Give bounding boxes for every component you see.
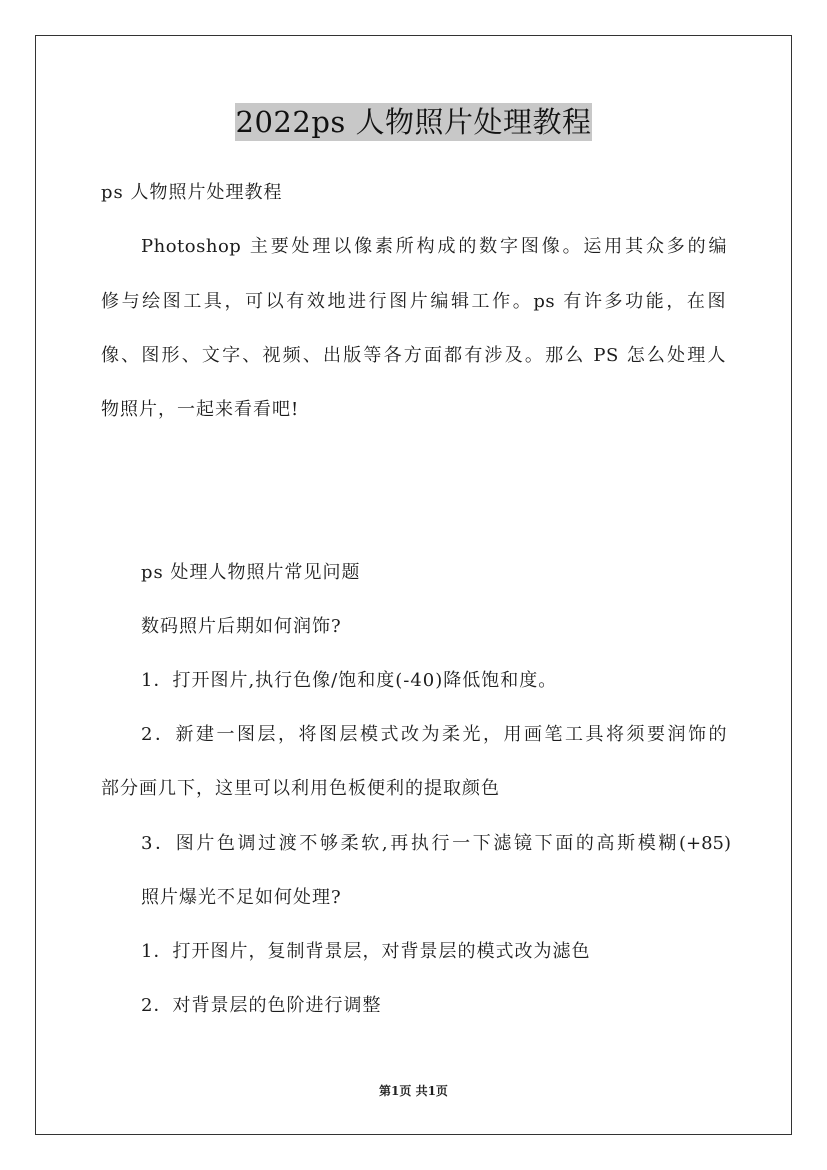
page-footer: 第1页 共1页	[379, 1084, 448, 1098]
question-2: 照片爆光不足如何处理?	[141, 887, 342, 908]
q1-step-2: 2．新建一图层，将图层模式改为柔光，用画笔工具将须要润饰的	[141, 724, 727, 745]
q1-step-1: 1．打开图片,执行色像/饱和度(-40)降低饱和度。	[141, 670, 558, 691]
question-1: 数码照片后期如何润饰?	[141, 616, 342, 637]
intro-line-1: Photoshop 主要处理以像素所构成的数字图像。运用其众多的编	[141, 236, 727, 257]
q2-step-1: 1．打开图片，复制背景层，对背景层的模式改为滤色	[141, 941, 591, 962]
intro-line-3: 像、图形、文字、视频、出版等各方面都有涉及。那么 PS 怎么处理人	[101, 345, 726, 366]
title-container	[0, 103, 827, 141]
q1-step-2-cont: 部分画几下，这里可以利用色板便利的提取颜色	[101, 778, 500, 799]
q2-step-2: 2．对背景层的色阶进行调整	[141, 995, 382, 1016]
q1-step-3: 3．图片色调过渡不够柔软,再执行一下滤镜下面的高斯模糊(+85)	[141, 833, 731, 854]
intro-line-4: 物照片，一起来看看吧!	[101, 399, 300, 420]
subtitle: ps 人物照片处理教程	[101, 182, 283, 203]
section-heading: ps 处理人物照片常见问题	[141, 562, 361, 583]
intro-line-2: 修与绘图工具，可以有效地进行图片编辑工作。ps 有许多功能，在图	[101, 291, 726, 312]
document-title: 2022ps 人物照片处理教程	[235, 105, 592, 139]
